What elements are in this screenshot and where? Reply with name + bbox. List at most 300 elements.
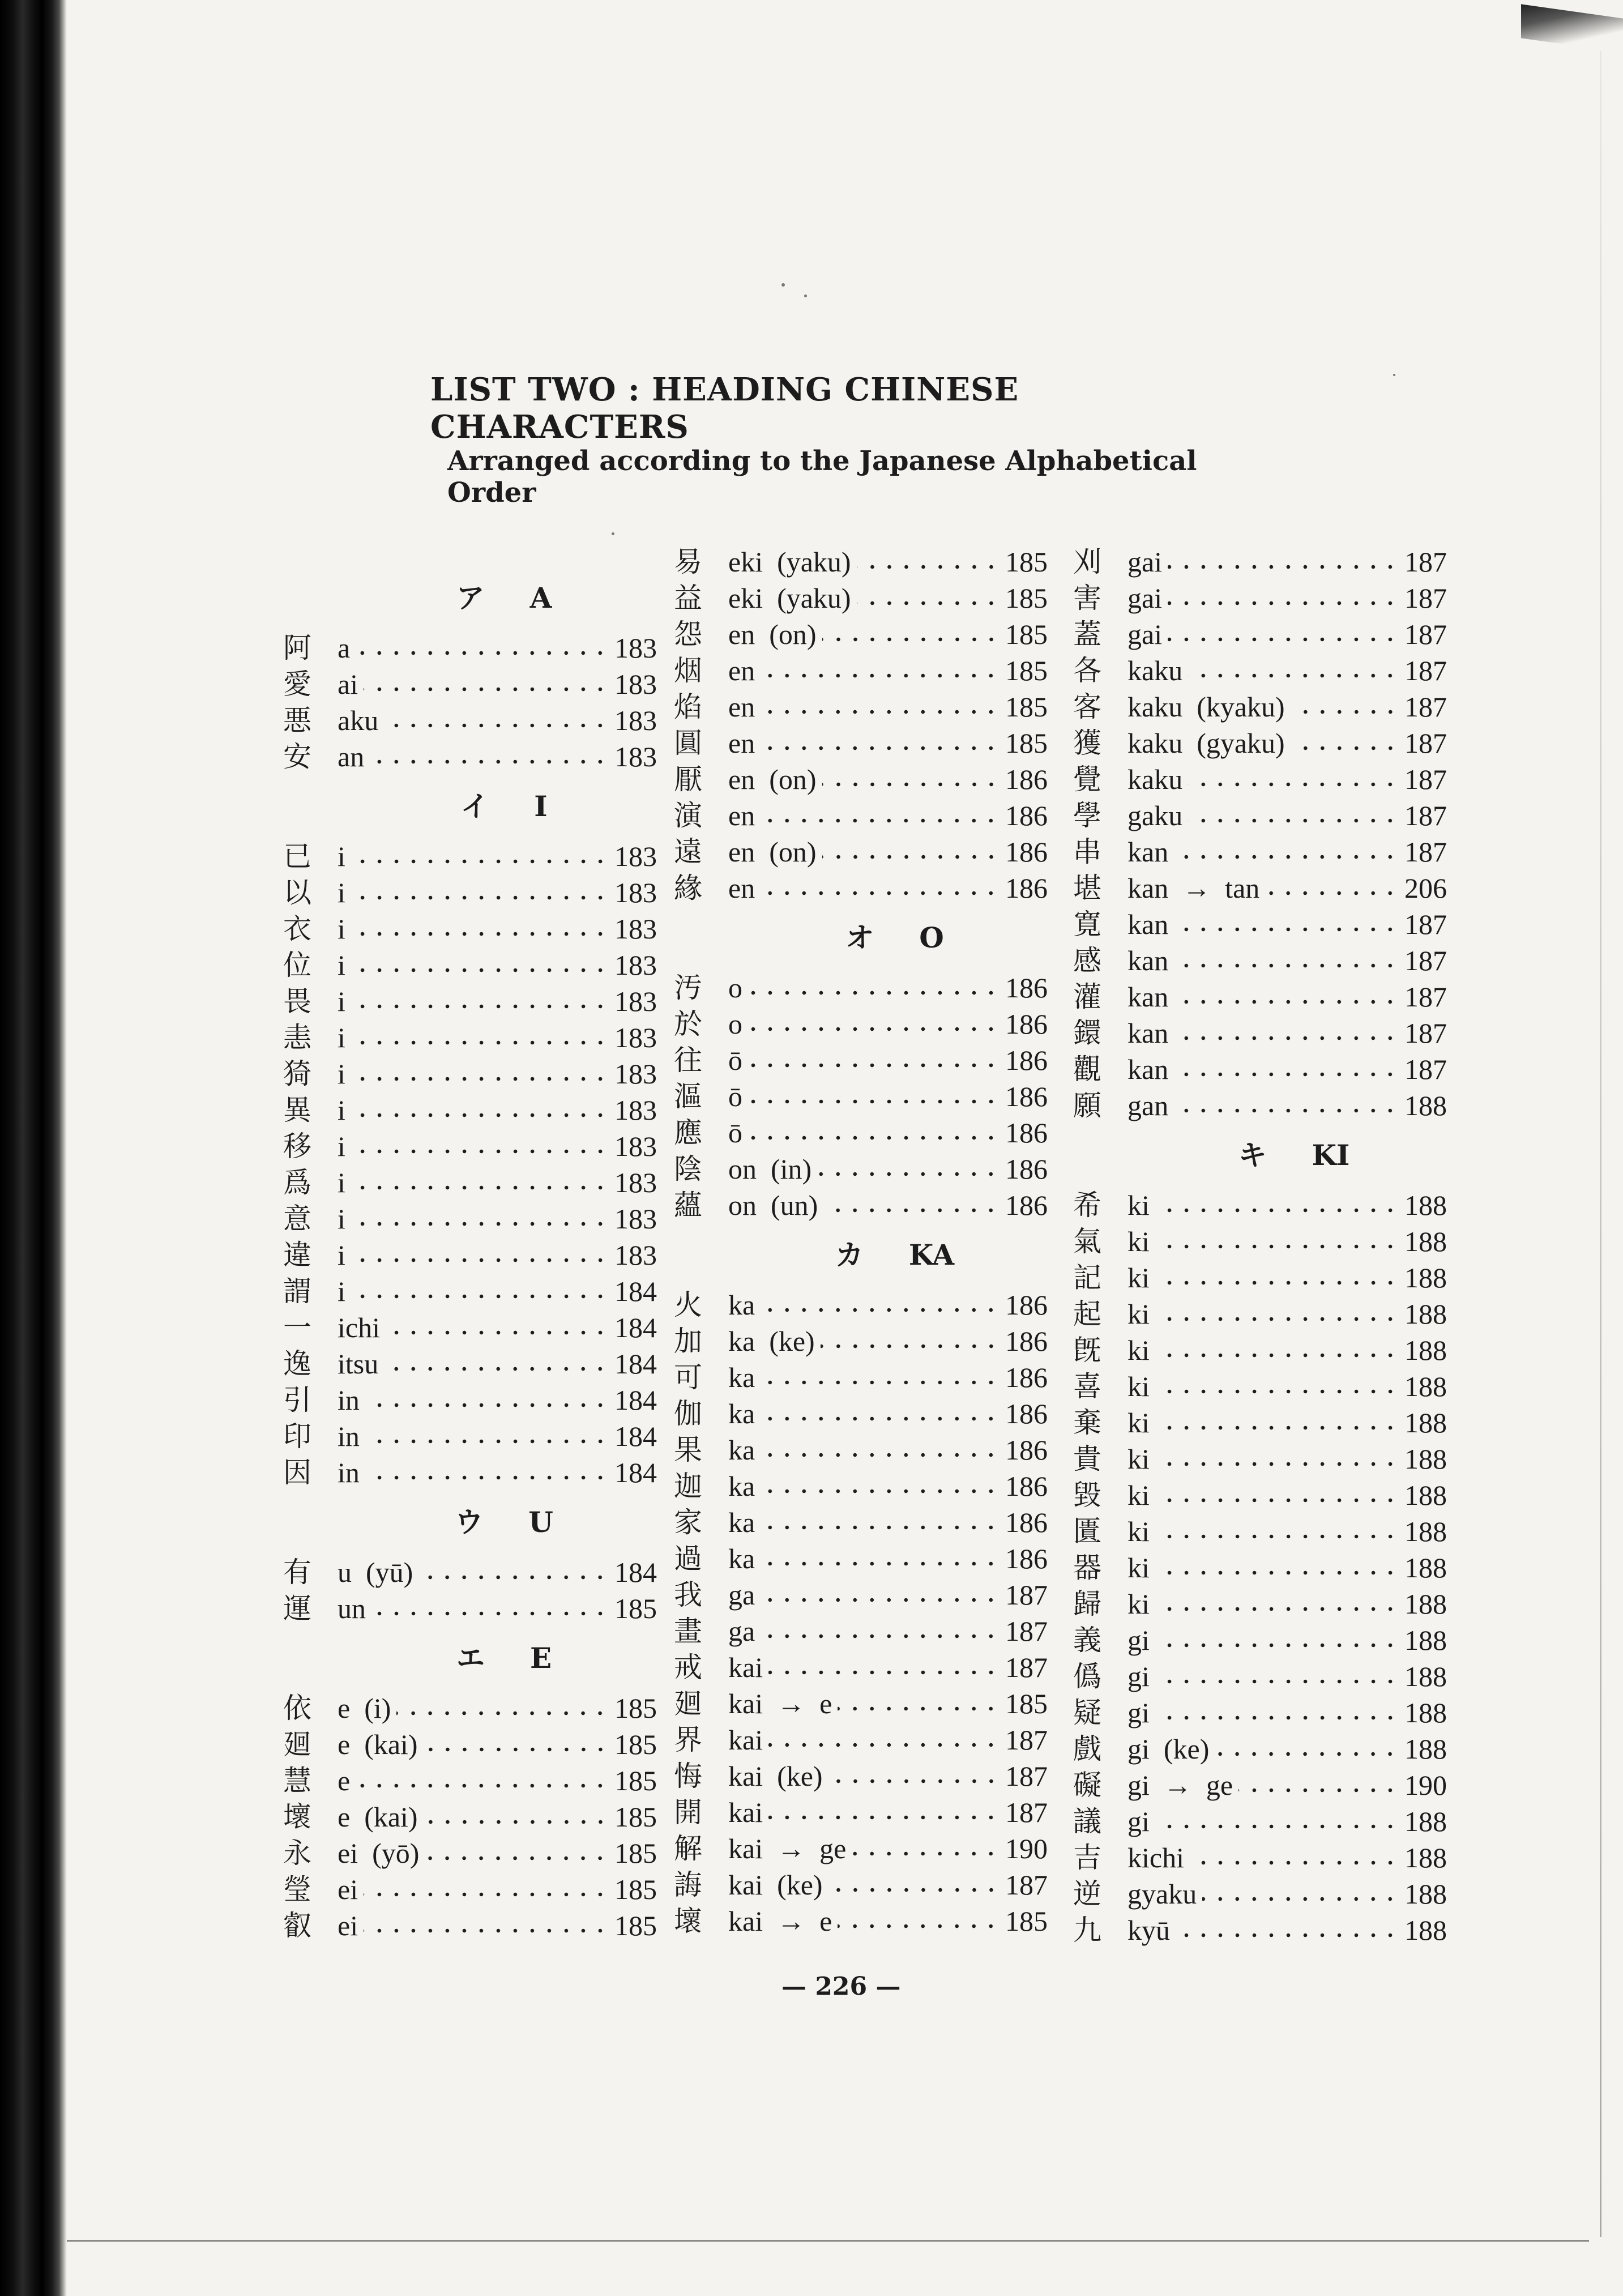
entry-page-number: 184 [614,1457,657,1488]
dot-leader [768,1815,1000,1820]
entry-reading: kichi [1127,1842,1184,1873]
dot-leader [424,1747,609,1752]
heading-character: 益 [674,582,702,614]
index-entry [1073,979,1447,1015]
index-entry [283,1907,657,1944]
heading-character: 壞 [674,1905,702,1937]
entry-page-number: 188 [1404,1189,1447,1221]
entry-page-number: 187 [1005,1796,1048,1828]
heading-character: 誨 [674,1868,702,1901]
dot-leader [418,1574,609,1580]
entry-reading: kan [1127,836,1169,868]
heading-character: 鐶 [1073,1017,1101,1049]
dot-leader [370,759,609,765]
entry-page-number: 183 [614,668,657,700]
heading-character: 刈 [1073,545,1101,578]
entry-reading: en [728,872,755,904]
index-entry [1073,1803,1447,1840]
dot-leader [761,673,1000,678]
dot-leader [761,1488,1000,1494]
index-entry [674,1540,1048,1577]
entry-page-number: 185 [614,1873,657,1905]
dot-leader [371,1611,609,1616]
entry-reading: on (un) [728,1189,818,1221]
entry-reading: i [338,985,345,1017]
dot-leader [748,1099,1000,1104]
heading-character: 解 [674,1832,702,1865]
dot-leader [838,1706,1000,1712]
dot-leader [822,854,1000,860]
heading-character: 迦 [674,1470,702,1503]
dot-leader [351,1004,609,1009]
index-entry [674,870,1048,906]
heading-character: 安 [283,740,311,773]
entry-reading: ka [728,1507,755,1538]
entry-page-number: 186 [1005,1189,1048,1221]
entry-page-number: 188 [1404,1407,1447,1439]
entry-reading: en (on) [728,763,817,795]
index-entry [1073,652,1447,689]
dot-leader [396,1710,609,1716]
entry-page-number: 185 [1005,691,1048,723]
section-roman: U [528,1505,553,1539]
heading-character: 應 [674,1116,702,1149]
heading-character: 有 [283,1556,311,1589]
entry-reading: ei (yō) [338,1837,420,1869]
index-entry [674,1115,1048,1151]
entry-page-number: 185 [614,1692,657,1724]
entry-reading: kai → e [728,1905,832,1937]
dot-leader [351,1112,609,1118]
entry-reading: ō [728,1081,742,1112]
heading-character: 逸 [283,1347,311,1380]
dot-leader [1155,1316,1399,1322]
index-entry [283,1382,657,1418]
entry-page-number: 183 [614,1022,657,1053]
heading-character: 希 [1073,1189,1101,1222]
entry-reading: ka [728,1470,755,1502]
dot-leader [748,990,1000,996]
index-column-2 [674,544,1048,1939]
heading-character: 匱 [1073,1515,1101,1548]
index-entry [283,739,657,775]
entry-page-number: 188 [1404,1334,1447,1366]
heading-character: 家 [674,1506,702,1539]
scan-speck [804,295,807,297]
entry-page-number: 188 [1404,1443,1447,1475]
dot-leader [1155,1606,1399,1612]
entry-page-number: 206 [1404,872,1447,904]
index-entry [674,1042,1048,1078]
index-entry [283,1164,657,1201]
entry-reading: gaku [1127,800,1183,831]
section-heading [1073,1124,1447,1187]
dot-leader [1155,1534,1399,1539]
heading-character: 我 [674,1578,702,1611]
section-kana: カ [835,1238,864,1271]
heading-character: 開 [674,1796,702,1829]
entry-reading: ki [1127,1552,1150,1584]
heading-character: 灌 [1073,980,1101,1013]
entry-page-number: 186 [1005,1008,1048,1040]
entry-page-number: 185 [614,1593,657,1624]
entry-reading: gi [1127,1697,1150,1729]
dot-leader [364,1928,609,1934]
entry-page-number: 187 [1005,1579,1048,1611]
page-subtitle: Arranged according to the Japanese Alphabetical Order [447,445,1197,509]
heading-character: 學 [1073,799,1101,832]
dot-leader [761,1380,1000,1385]
entry-reading: gan [1127,1090,1169,1121]
index-column-1 [283,566,657,1944]
section-kana: ア [456,581,485,614]
entry-reading: i [338,1130,345,1162]
dot-leader [1291,745,1399,751]
entry-page-number: 183 [614,1058,657,1090]
dot-leader [351,895,609,901]
entry-reading: ki [1127,1189,1150,1221]
entry-page-number: 188 [1404,1733,1447,1765]
index-entry [1073,834,1447,870]
index-entry [674,1830,1048,1867]
entry-reading: ai [338,668,358,700]
entry-reading: ga [728,1579,755,1611]
entry-page-number: 188 [1404,1371,1447,1402]
entry-page-number: 185 [1005,1688,1048,1719]
heading-character: 九 [1073,1914,1101,1947]
entry-page-number: 183 [614,1167,657,1198]
section-heading [283,1491,657,1554]
dot-leader [1168,637,1399,642]
entry-page-number: 188 [1404,1516,1447,1547]
index-entry [1073,1658,1447,1695]
dot-leader [351,1294,609,1299]
heading-character: 逆 [1073,1877,1101,1910]
heading-character: 怨 [674,618,702,651]
heading-character: 叡 [283,1909,311,1942]
entry-reading: i [338,1203,345,1235]
entry-page-number: 186 [1005,1044,1048,1076]
heading-character: 畫 [674,1615,702,1648]
entry-reading: en (on) [728,618,817,650]
entry-reading: in [338,1420,360,1452]
entry-reading: ki [1127,1407,1150,1439]
heading-character: 慧 [283,1764,311,1797]
entry-page-number: 183 [614,985,657,1017]
heading-character: 蘊 [674,1189,702,1222]
index-entry [674,1078,1048,1115]
entry-reading: gi [1127,1661,1150,1692]
entry-page-number: 187 [1005,1651,1048,1683]
entry-reading: kan [1127,981,1169,1013]
index-entry [1073,870,1447,906]
dot-leader [1155,1425,1399,1431]
entry-reading: i [338,1275,345,1307]
index-entry [1073,1912,1447,1948]
entry-reading: e (kai) [338,1729,418,1760]
dot-leader [1188,818,1399,823]
heading-character: 觀 [1073,1053,1101,1086]
dot-leader [761,1561,1000,1567]
heading-character: 運 [283,1592,311,1625]
entry-page-number: 183 [614,1203,657,1235]
entry-page-number: 185 [1005,618,1048,650]
page-bottom-edge [67,2240,1589,2242]
index-entry [283,1762,657,1799]
section-kana: イ [460,789,489,823]
entry-page-number: 188 [1404,1624,1447,1656]
index-entry [674,1468,1048,1504]
entry-page-number: 188 [1404,1806,1447,1837]
scan-speck [781,283,785,287]
index-entry [283,1092,657,1128]
entry-reading: ga [728,1615,755,1647]
entry-page-number: 187 [1005,1615,1048,1647]
dot-leader [424,1819,609,1825]
entry-page-number: 188 [1404,1842,1447,1873]
index-entry [1073,1840,1447,1876]
entry-reading: a [338,632,351,664]
heading-character: 往 [674,1044,702,1077]
entry-reading: kaku (kyaku) [1127,691,1285,723]
entry-reading: ka [728,1543,755,1574]
section-heading [674,906,1048,970]
entry-page-number: 188 [1404,1661,1447,1692]
entry-reading: ki [1127,1226,1150,1257]
dot-leader [838,1923,1000,1929]
page-number: — 226 — [781,1972,901,2001]
index-entry [1073,580,1447,616]
entry-page-number: 187 [1404,836,1447,868]
entry-reading: ki [1127,1479,1150,1511]
heading-character: 蓋 [1073,618,1101,651]
entry-page-number: 183 [614,1130,657,1162]
entry-page-number: 185 [1005,1905,1048,1937]
heading-character: 伽 [674,1397,702,1430]
dot-leader [1155,1715,1399,1721]
heading-character: 意 [283,1202,311,1235]
index-entry [674,1794,1048,1830]
dot-leader [1291,709,1399,715]
dot-leader [1265,890,1399,896]
dot-leader [1155,1389,1399,1394]
dot-leader [351,1221,609,1227]
dot-leader [1155,1824,1399,1829]
index-entry [1073,1296,1447,1332]
dot-leader [365,1439,609,1444]
dot-leader [351,1076,609,1082]
heading-character: 焰 [674,690,702,723]
index-entry [283,1690,657,1726]
index-entry [1073,797,1447,834]
heading-character: 串 [1073,835,1101,868]
entry-reading: ki [1127,1443,1150,1475]
entry-page-number: 185 [1005,655,1048,686]
index-entry [1073,761,1447,797]
heading-character: 謂 [283,1275,311,1308]
index-entry [1073,1015,1447,1051]
index-entry [674,725,1048,761]
dot-leader [351,859,609,864]
index-entry [283,1799,657,1835]
entry-page-number: 187 [1404,582,1447,614]
heading-character: 疑 [1073,1696,1101,1729]
index-entry [1073,616,1447,652]
heading-character: 議 [1073,1805,1101,1838]
index-entry [1073,1441,1447,1477]
entry-page-number: 186 [1005,972,1048,1004]
heading-character: 可 [674,1361,702,1394]
section-roman: I [534,789,548,823]
entry-reading: e (kai) [338,1801,418,1833]
index-entry [1073,1405,1447,1441]
entry-page-number: 186 [1005,1362,1048,1393]
index-entry [674,1577,1048,1613]
entry-page-number: 185 [614,1801,657,1833]
index-entry [1073,544,1447,580]
dot-leader [1176,1932,1399,1938]
section-roman: E [529,1641,552,1675]
dot-leader [1174,999,1399,1005]
index-entry [283,1835,657,1871]
page-corner-shadow [1521,4,1623,52]
entry-reading: gyaku [1127,1878,1197,1910]
dot-leader [761,1307,1000,1313]
entry-reading: en (on) [728,836,817,868]
heading-character: 毀 [1073,1479,1101,1512]
heading-character: 一 [283,1311,311,1344]
dot-leader [828,1778,1000,1784]
heading-character: 違 [283,1239,311,1271]
entry-page-number: 186 [1005,1398,1048,1429]
entry-page-number: 183 [614,705,657,736]
entry-reading: kaku [1127,763,1183,795]
entry-page-number: 186 [1005,763,1048,795]
dot-leader [1238,1787,1399,1793]
heading-character: 壞 [283,1800,311,1833]
dot-leader [1202,1896,1399,1902]
dot-leader [1190,1860,1399,1866]
scan-speck [1393,374,1395,376]
dot-leader [761,1416,1000,1422]
dot-leader [761,1452,1000,1458]
entry-page-number: 187 [1404,618,1447,650]
heading-character: 永 [283,1837,311,1870]
entry-page-number: 183 [614,913,657,945]
entry-reading: i [338,949,345,981]
heading-character: 僞 [1073,1660,1101,1693]
dot-leader [1174,1035,1399,1041]
index-entry [283,1309,657,1346]
index-entry [674,544,1048,580]
index-entry [283,1554,657,1590]
entry-reading: kan [1127,1017,1169,1049]
heading-character: 感 [1073,944,1101,977]
heading-character: 烟 [674,654,702,687]
entry-reading: en [728,727,755,759]
entry-page-number: 184 [614,1384,657,1416]
section-kana: ウ [455,1505,484,1539]
entry-page-number: 188 [1404,1914,1447,1946]
index-entry [674,834,1048,870]
index-entry [674,1722,1048,1758]
entry-reading: ki [1127,1588,1150,1620]
entry-reading: i [338,1167,345,1198]
index-entry [283,874,657,911]
heading-character: 各 [1073,654,1101,687]
dot-leader [356,650,609,656]
index-entry [674,1187,1048,1223]
index-entry [1073,1586,1447,1622]
index-entry [283,911,657,947]
heading-character: 棄 [1073,1406,1101,1439]
heading-character: 猗 [283,1057,311,1090]
index-entry [1073,1550,1447,1586]
index-entry [1073,1876,1447,1912]
dot-leader [351,1040,609,1045]
index-entry [283,1346,657,1382]
dot-leader [1174,1108,1399,1113]
entry-reading: kai (ke) [728,1869,823,1901]
index-entry [1073,1051,1447,1087]
dot-leader [1188,782,1399,787]
entry-page-number: 188 [1404,1552,1447,1584]
entry-page-number: 183 [614,1239,657,1271]
heading-character: 果 [674,1433,702,1466]
index-entry [674,1903,1048,1939]
entry-reading: kai → e [728,1688,832,1719]
index-entry [1073,942,1447,979]
heading-character: 界 [674,1723,702,1756]
entry-reading: eki (yaku) [728,546,851,578]
entry-reading: gi [1127,1624,1150,1656]
section-heading [283,566,657,630]
entry-reading: ka (ke) [728,1325,815,1357]
index-entry [283,947,657,983]
section-heading [283,1627,657,1690]
entry-reading: ei [338,1910,358,1941]
dot-leader [1155,1352,1399,1358]
entry-page-number: 184 [614,1348,657,1380]
scan-speck [612,532,614,535]
dot-leader [857,564,1000,570]
heading-character: 印 [283,1420,311,1453]
dot-leader [768,1742,1000,1748]
entry-reading: in [338,1384,360,1416]
entry-reading: un [338,1593,366,1624]
heading-character: 戲 [1073,1732,1101,1765]
dot-leader [1174,854,1399,860]
heading-character: 氣 [1073,1225,1101,1258]
section-kana: キ [1238,1138,1267,1172]
index-entry [1073,1332,1447,1368]
dot-leader [1174,963,1399,968]
entry-reading: aku [338,705,379,736]
dot-leader [823,1207,1000,1213]
heading-character: 加 [674,1325,702,1358]
entry-reading: on (in) [728,1153,812,1185]
entry-page-number: 188 [1404,1262,1447,1294]
heading-character: 歸 [1073,1587,1101,1620]
dot-leader [817,1171,1000,1177]
entry-page-number: 186 [1005,1289,1048,1321]
heading-character: 漚 [674,1080,702,1113]
dot-leader [425,1855,609,1861]
index-entry [1073,1695,1447,1731]
entry-reading: o [728,972,742,1004]
heading-character: 愛 [283,668,311,701]
index-entry [1073,689,1447,725]
